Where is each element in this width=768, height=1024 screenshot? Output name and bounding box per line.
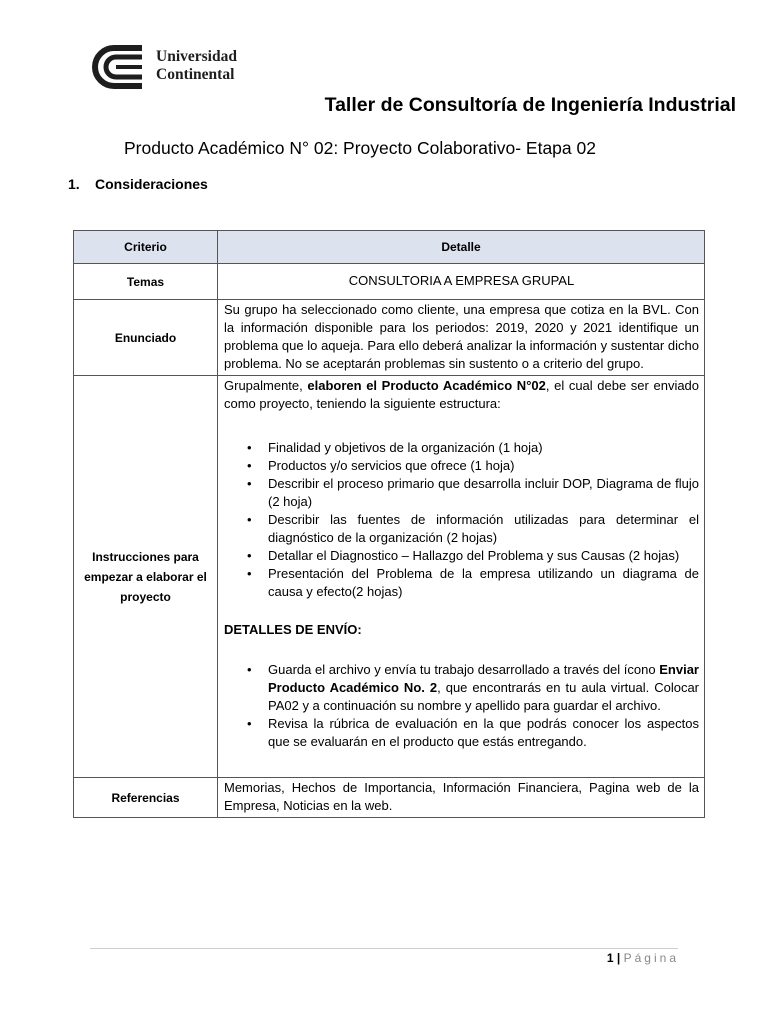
detalle-instrucciones bbox=[218, 376, 705, 778]
list-item: • Presentación del Problema de la empresa utilizando un diagrama de causa y efecto(2 hojas) bbox=[268, 565, 699, 601]
criterio-referencias: Referencias bbox=[74, 778, 218, 818]
list-item bbox=[268, 661, 699, 715]
section-heading bbox=[68, 176, 208, 192]
intro-bold-text: elaboren el Producto Académico N°02 bbox=[307, 378, 546, 393]
detalle-temas: CONSULTORIA A EMPRESA GRUPAL bbox=[218, 264, 705, 300]
intro-text: Grupalmente, bbox=[224, 378, 308, 393]
envio-1-text: Guarda el archivo y envía tu trabajo desarrollado a través del ícono bbox=[268, 662, 660, 677]
logo-line-2: Continental bbox=[156, 66, 235, 83]
list-item: • Revisa la rúbrica de evaluación en la que podrás conocer los aspectos que se evaluarán en el producto que estás entregando. bbox=[268, 715, 699, 751]
envio-heading: DETALLES DE ENVÍO: bbox=[224, 622, 362, 637]
table-row-enunciado bbox=[74, 300, 705, 376]
list-item: • Finalidad y objetivos de la organización (1 hoja) bbox=[268, 439, 699, 457]
page-footer bbox=[607, 951, 679, 965]
envio-1-bold-text: Enviar Producto Académico No. 2 bbox=[268, 662, 699, 695]
table-row-referencias bbox=[74, 778, 705, 818]
logo-line-1: Universidad bbox=[156, 48, 237, 65]
detalle-referencias: Memorias, Hechos de Importancia, Información Financiera, Pagina web de la Empresa, Noticias en la web. bbox=[218, 778, 705, 818]
criterio-temas: Temas bbox=[74, 264, 218, 300]
instrucciones-intro bbox=[224, 377, 699, 413]
section-label: Consideraciones bbox=[95, 176, 208, 192]
criterio-enunciado: Enunciado bbox=[74, 300, 218, 376]
university-logo bbox=[90, 44, 250, 90]
considerations-table bbox=[73, 230, 705, 818]
logo-text bbox=[156, 48, 237, 84]
footer-divider bbox=[90, 948, 678, 949]
structure-list bbox=[224, 439, 699, 601]
document-subtitle: Producto Académico N° 02: Proyecto Colaborativo- Etapa 02 bbox=[124, 138, 596, 158]
table-row-temas bbox=[74, 264, 705, 300]
header-criterio: Criterio bbox=[74, 231, 218, 264]
criterio-instrucciones: Instrucciones para empezar a elaborar el proyecto bbox=[74, 376, 218, 778]
page-number: 1 bbox=[606, 951, 614, 965]
document-title: Taller de Consultoría de Ingeniería Industrial bbox=[324, 94, 736, 116]
detalle-enunciado: Su grupo ha seleccionado como cliente, una empresa que cotiza en la BVL. Con la información disponible para los periodos: 2019, 2020 y 2021 identifique un problema que lo aqueja. Para ello deberá analizar la información y sustentar dicho problema. No se aceptarán problemas sin sustento o a criterio del grupo. bbox=[218, 300, 705, 376]
header-detalle: Detalle bbox=[218, 231, 705, 264]
table-header-row bbox=[74, 231, 705, 264]
list-item: • Describir las fuentes de información utilizadas para determinar el diagnóstico de la organización (2 hojas) bbox=[268, 511, 699, 547]
list-item: • Productos y/o servicios que ofrece (1 hoja) bbox=[268, 457, 699, 475]
list-item: • Describir el proceso primario que desarrolla incluir DOP, Diagrama de flujo (2 hoja) bbox=[268, 475, 699, 511]
section-number: 1. bbox=[68, 176, 80, 192]
continental-logo-icon bbox=[90, 44, 152, 90]
envio-list bbox=[224, 661, 699, 751]
page-word: Página bbox=[623, 951, 679, 965]
page-separator: | bbox=[616, 951, 621, 965]
intro-text-end: , el cual debe ser enviado como proyecto, teniendo la siguiente estructura: bbox=[224, 378, 700, 411]
list-item: • Detallar el Diagnostico – Hallazgo del Problema y sus Causas (2 hojas) bbox=[268, 547, 699, 565]
table-row-instrucciones bbox=[74, 376, 705, 778]
envio-1-text-end: , que encontrarás en tu aula virtual. Colocar PA02 y a continuación su nombre y apellido para guardar el archivo. bbox=[268, 680, 700, 713]
